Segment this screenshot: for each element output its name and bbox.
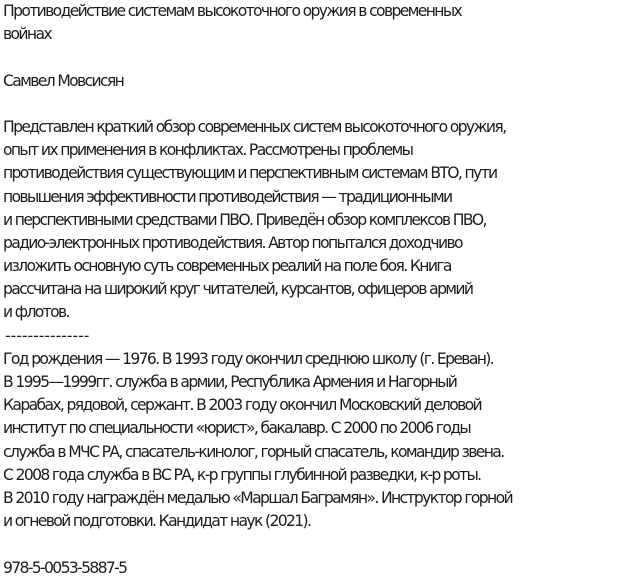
annotation-line: противодействия существующим и перспективным системам ВТО, пути: [3, 164, 497, 183]
annotation-paragraph: [3, 116, 627, 325]
blank-line: [3, 533, 627, 556]
annotation-line: Представлен краткий обзор современных систем высокоточного оружия,: [3, 117, 506, 136]
blank-line: [3, 46, 627, 69]
annotation-line: и флотов.: [3, 303, 69, 322]
book-description: [3, 0, 627, 580]
biography-line: В 1995—1999гг. служба в армии, Республика Армения и Нагорный: [3, 373, 457, 391]
blank-line: [3, 93, 627, 116]
annotation-line: опыт их применения в конфликтах. Рассмотрены проблемы: [3, 141, 413, 160]
annotation-line: и перспективными средствами ПВО. Приведён обзор комплексов ПВО,: [3, 210, 486, 229]
book-title: [3, 0, 627, 46]
isbn: 978-5-0053-5887-5: [3, 558, 127, 577]
title-line: Противодействие системам высокоточного оружия в современных: [3, 2, 462, 20]
section-separator: ---------------: [5, 326, 90, 345]
title-line: войнах: [3, 25, 51, 44]
biography-line: служба в МЧС РА, спасатель-кинолог, горный спасатель, командир звена.: [3, 442, 504, 461]
author-name: Самвел Мовсисян: [3, 71, 124, 90]
author-biography: [3, 348, 627, 534]
biography-line: Год рождения — 1976. В 1993 году окончил среднюю школу (г. Ереван).: [3, 349, 494, 368]
annotation-line: изложить основную суть современных реалий на поле боя. Книга: [3, 257, 451, 276]
annotation-line: повышения эффективности противодействия — традиционными: [3, 187, 452, 206]
annotation-line: радио-электронных противодействия. Автор попытался доходчиво: [3, 233, 462, 252]
biography-line: и огневой подготовки. Кандидат наук (2021).: [3, 512, 311, 531]
biography-line: В 2010 году награждён медалью «Маршал Баграмян». Инструктор горной: [3, 488, 512, 507]
biography-line: Карабах, рядовой, сержант. В 2003 году окончил Московский деловой: [3, 396, 482, 415]
annotation-line: рассчитана на широкий круг читателей, курсантов, офицеров армий: [3, 280, 473, 299]
biography-line: институт по специальности «юрист», бакалавр. С 2000 по 2006 годы: [3, 419, 471, 438]
biography-line: С 2008 года служба в ВС РА, к-р группы глубинной разведки, к-р роты.: [3, 465, 481, 484]
